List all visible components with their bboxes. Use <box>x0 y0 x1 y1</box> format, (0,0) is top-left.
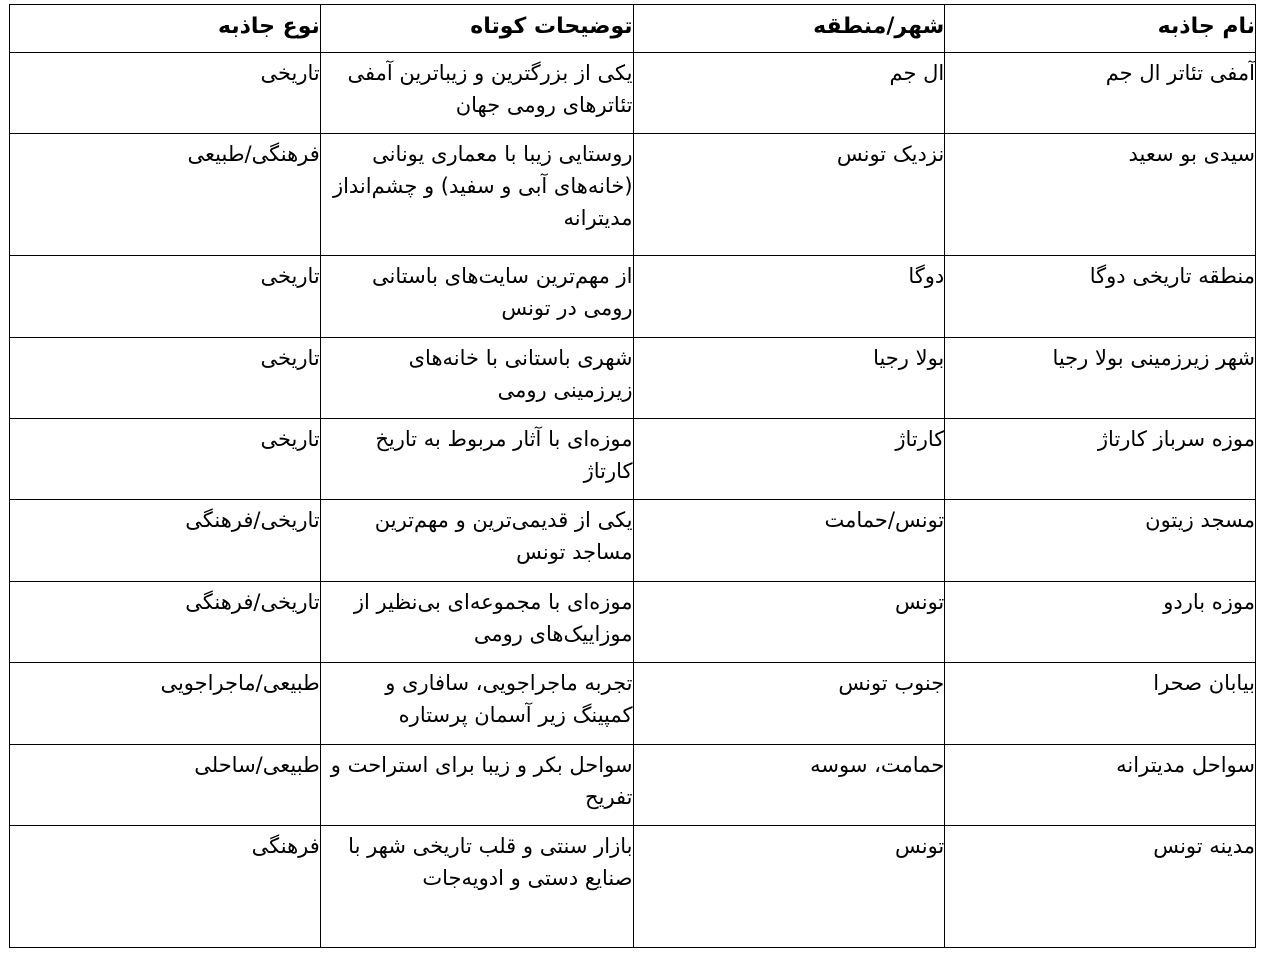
cell-desc: روستایی زیبا با معماری یونانی (خانه‌های آبی و سفید) و چشم‌انداز مدیترانه <box>320 134 633 256</box>
cell-name: بیابان صحرا <box>945 663 1256 744</box>
table-row <box>10 256 1256 337</box>
table-row <box>10 663 1256 744</box>
cell-city: تونس <box>633 826 945 948</box>
table-row <box>10 134 1256 256</box>
cell-name: مسجد زیتون <box>945 500 1256 581</box>
cell-desc: موزه‌ای با مجموعه‌ای بی‌نظیر از موزاییک‌های رومی <box>320 581 633 662</box>
cell-type: تاریخی <box>10 53 321 134</box>
table-row <box>10 581 1256 662</box>
cell-city: جنوب تونس <box>633 663 945 744</box>
cell-city: تونس/حمامت <box>633 500 945 581</box>
cell-type: تاریخی <box>10 419 321 500</box>
cell-city: حمامت، سوسه <box>633 744 945 825</box>
cell-desc: از مهم‌ترین سایت‌های باستانی رومی در تونس <box>320 256 633 337</box>
cell-name: مدینه تونس <box>945 826 1256 948</box>
cell-city: تونس <box>633 581 945 662</box>
table-row <box>10 337 1256 418</box>
cell-type: طبیعی/ماجراجویی <box>10 663 321 744</box>
cell-name: سواحل مدیترانه <box>945 744 1256 825</box>
cell-type: تاریخی <box>10 256 321 337</box>
cell-name: آمفی تئاتر ال جم <box>945 53 1256 134</box>
cell-desc: سواحل بکر و زیبا برای استراحت و تفریح <box>320 744 633 825</box>
cell-city: ال جم <box>633 53 945 134</box>
table-row <box>10 744 1256 825</box>
cell-type: فرهنگی <box>10 826 321 948</box>
cell-name: موزه باردو <box>945 581 1256 662</box>
attractions-table <box>9 4 1256 948</box>
cell-city: بولا رجیا <box>633 337 945 418</box>
table-row <box>10 826 1256 948</box>
table-row <box>10 419 1256 500</box>
cell-desc: بازار سنتی و قلب تاریخی شهر با صنایع دستی و ادویه‌جات <box>320 826 633 948</box>
cell-name: منطقه تاریخی دوگا <box>945 256 1256 337</box>
table-row <box>10 500 1256 581</box>
header-desc: توضیحات کوتاه <box>320 5 633 53</box>
header-city: شهر/منطقه <box>633 5 945 53</box>
header-name: نام جاذبه <box>945 5 1256 53</box>
cell-desc: یکی از بزرگترین و زیباترین آمفی تئاترهای رومی جهان <box>320 53 633 134</box>
cell-type: تاریخی/فرهنگی <box>10 500 321 581</box>
cell-type: فرهنگی/طبیعی <box>10 134 321 256</box>
cell-type: تاریخی <box>10 337 321 418</box>
cell-name: سیدی بو سعید <box>945 134 1256 256</box>
cell-name: موزه سرباز کارتاژ <box>945 419 1256 500</box>
cell-city: نزدیک تونس <box>633 134 945 256</box>
cell-desc: شهری باستانی با خانه‌های زیرزمینی رومی <box>320 337 633 418</box>
cell-type: طبیعی/ساحلی <box>10 744 321 825</box>
cell-city: دوگا <box>633 256 945 337</box>
header-row <box>10 5 1256 53</box>
cell-desc: تجربه ماجراجویی، سافاری و کمپینگ زیر آسمان پرستاره <box>320 663 633 744</box>
header-type: نوع جاذبه <box>10 5 321 53</box>
cell-type: تاریخی/فرهنگی <box>10 581 321 662</box>
cell-desc: موزه‌ای با آثار مربوط به تاریخ کارتاژ <box>320 419 633 500</box>
cell-desc: یکی از قدیمی‌ترین و مهم‌ترین مساجد تونس <box>320 500 633 581</box>
cell-name: شهر زیرزمینی بولا رجیا <box>945 337 1256 418</box>
cell-city: کارتاژ <box>633 419 945 500</box>
table-row <box>10 53 1256 134</box>
